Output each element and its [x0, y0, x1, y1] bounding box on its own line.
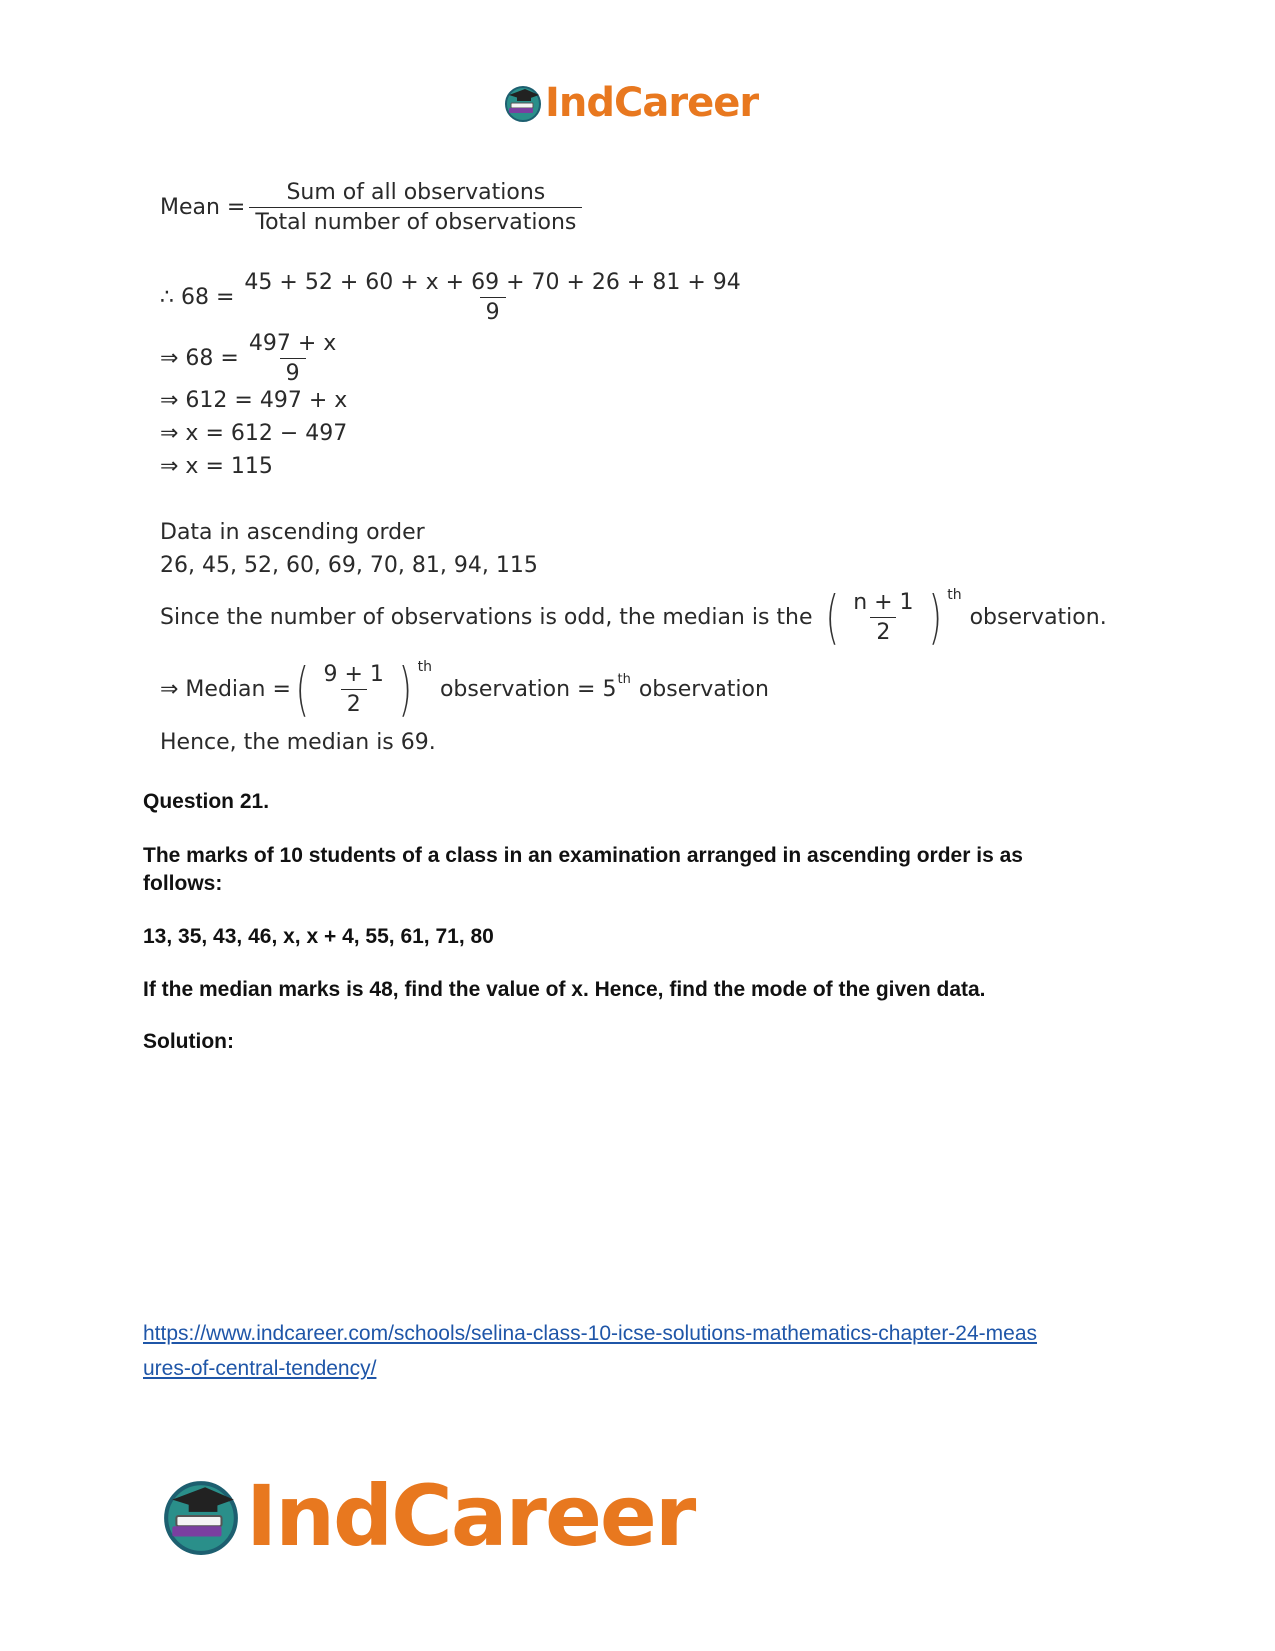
fraction-denominator: 2: [341, 689, 367, 717]
median-mid: observation = 5: [439, 676, 617, 702]
superscript-th: th: [617, 671, 631, 687]
header-logo: [503, 80, 758, 126]
fraction-denominator: 9: [480, 297, 506, 325]
fraction-numerator: n + 1: [853, 589, 914, 615]
source-link-line-1[interactable]: https://www.indcareer.com/schools/selina-class-10-icse-solutions-mathematics-chapter-24-meas: [143, 1322, 1038, 1345]
question-values: 13, 35, 43, 46, x, x + 4, 55, 61, 71, 80: [143, 925, 494, 948]
question-ask: If the median marks is 48, find the value of x. Hence, find the mode of the given data.: [143, 978, 986, 1001]
step-2: [160, 331, 346, 386]
median-fraction: [318, 662, 390, 717]
step-4: ⇒ x = 612 − 497: [160, 421, 348, 446]
logo-text: IndCareer: [545, 80, 759, 126]
median-tail: observation: [638, 676, 769, 702]
median-conclusion: Hence, the median is 69.: [160, 730, 436, 755]
fraction-numerator: 497 + x: [248, 331, 337, 356]
superscript-th: th: [947, 587, 962, 603]
median-fraction-group: ( $\frac{9 + 1}{2}$ ) th: [295, 655, 432, 723]
question-line-2: follows:: [143, 872, 223, 895]
question-title: Question 21.: [143, 790, 270, 813]
fraction-denominator: 9: [280, 358, 306, 386]
median-lhs: ⇒ Median =: [160, 676, 291, 702]
odd-fraction-group: ( $\frac{n + 1}{2}$ ) th: [825, 583, 962, 651]
median-step: [160, 655, 769, 723]
step-1-fraction: [238, 270, 746, 325]
mean-formula: [160, 180, 586, 235]
ascending-label: Data in ascending order: [160, 520, 425, 545]
odd-fraction: [847, 590, 919, 645]
solution-label: Solution:: [143, 1030, 234, 1053]
step-5: ⇒ x = 115: [160, 454, 273, 479]
mean-label: Mean =: [160, 195, 246, 220]
graduation-cap-book-icon: [503, 83, 543, 123]
fraction-numerator: Sum of all observations: [286, 180, 546, 205]
odd-rule-text: Since the number of observations is odd, the median is the: [160, 604, 813, 630]
odd-rule-tail: observation.: [969, 604, 1107, 630]
question-line-1: The marks of 10 students of a class in an examination arranged in ascending order is as: [143, 844, 1023, 867]
fraction-denominator: Total number of observations: [249, 207, 582, 235]
mean-fraction: [249, 180, 582, 235]
fraction-denominator: 2: [870, 617, 896, 645]
step-1-lhs: ∴ 68 =: [160, 285, 235, 310]
source-link-line-2[interactable]: ures-of-central-tendency/: [143, 1357, 377, 1380]
footer-logo: [160, 1468, 694, 1564]
ascending-values: 26, 45, 52, 60, 69, 70, 81, 94, 115: [160, 553, 538, 578]
fraction-numerator: 45 + 52 + 60 + x + 69 + 70 + 26 + 81 + 94: [244, 270, 741, 295]
step-3: ⇒ 612 = 497 + x: [160, 388, 348, 413]
superscript-th: th: [417, 659, 432, 675]
odd-rule: [160, 583, 1107, 651]
fraction-numerator: 9 + 1: [323, 661, 384, 687]
step-1: [160, 270, 751, 325]
graduation-cap-book-icon: [160, 1475, 242, 1557]
step-2-lhs: ⇒ 68 =: [160, 346, 239, 371]
logo-text: IndCareer: [246, 1467, 695, 1565]
source-link[interactable]: [143, 1316, 1143, 1386]
step-2-fraction: [243, 331, 342, 386]
